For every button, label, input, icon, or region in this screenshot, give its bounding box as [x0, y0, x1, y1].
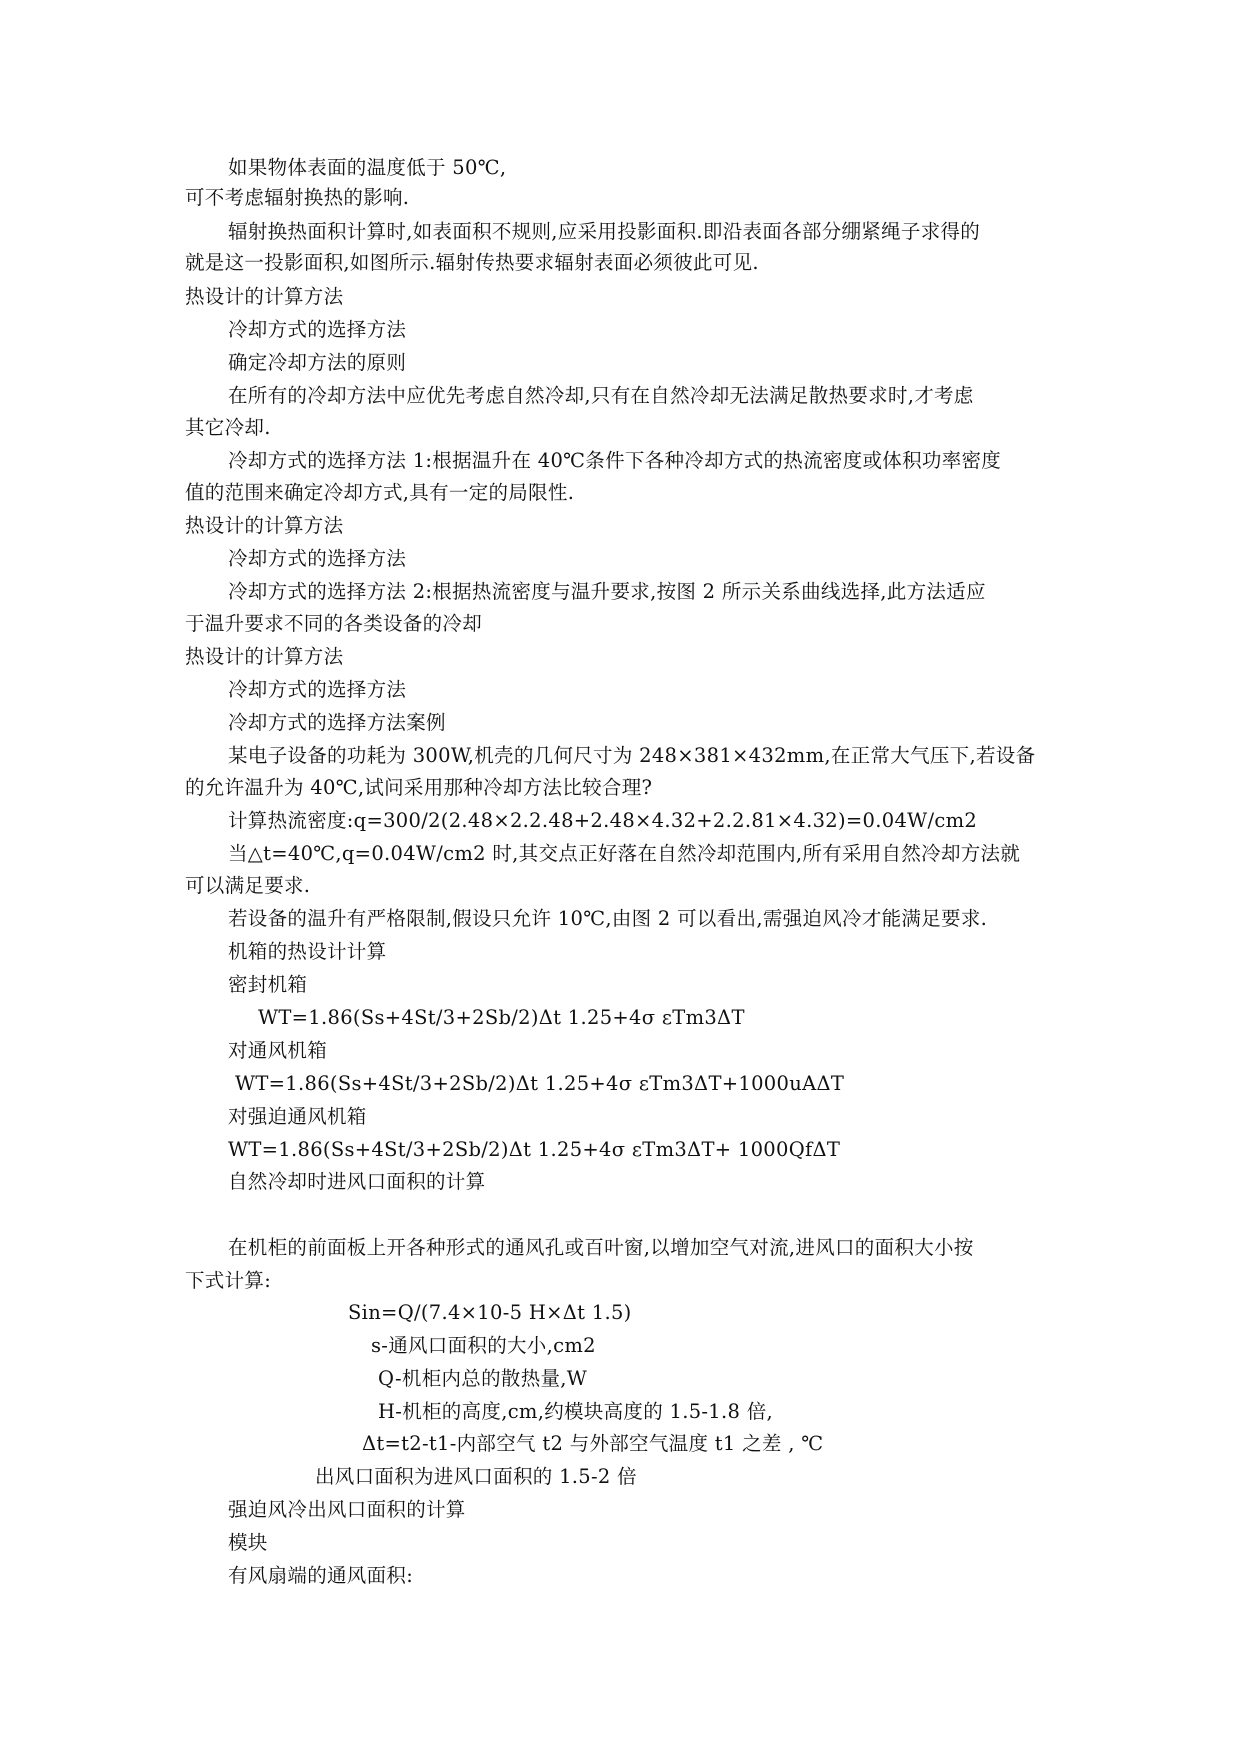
text-line: 其它冷却.: [185, 416, 271, 439]
text-line: 可以满足要求.: [185, 874, 311, 897]
formula-line: WT=1.86(Ss+4St/3+2Sb/2)Δt 1.25+4σ εTm3ΔT+1000uAΔT: [235, 1072, 845, 1095]
text-line: 值的范围来确定冷却方式,具有一定的局限性.: [185, 481, 575, 504]
text-line: 冷却方式的选择方法 1:根据温升在 40℃条件下各种冷却方式的热流密度或体积功率密度: [228, 449, 1002, 472]
text-line: 对通风机箱: [228, 1039, 328, 1062]
section-heading: 热设计的计算方法: [185, 645, 344, 668]
text-line: Δt=t2-t1-内部空气 t2 与外部空气温度 t1 之差 , ℃: [362, 1432, 824, 1455]
text-line: 就是这一投影面积,如图所示.辐射传热要求辐射表面必须彼此可见.: [185, 251, 759, 274]
text-line: 冷却方式的选择方法: [228, 547, 407, 570]
text-line: 模块: [228, 1531, 268, 1554]
text-line: 于温升要求不同的各类设备的冷却: [185, 612, 483, 635]
section-heading: 热设计的计算方法: [185, 514, 344, 537]
text-line: 某电子设备的功耗为 300W,机壳的几何尺寸为 248×381×432mm,在正常大气压下,若设备: [228, 744, 1036, 767]
text-line: 冷却方式的选择方法: [228, 678, 407, 701]
text-line: 的允许温升为 40℃,试问采用那种冷却方法比较合理?: [185, 776, 653, 799]
formula-line: 计算热流密度:q=300/2(2.48×2.2.48+2.48×4.32+2.2.81×4.32)=0.04W/cm2: [228, 809, 978, 832]
text-line: 下式计算:: [185, 1269, 272, 1292]
text-line: 在机柜的前面板上开各种形式的通风孔或百叶窗,以增加空气对流,进风口的面积大小按: [228, 1236, 974, 1259]
text-line: 自然冷却时进风口面积的计算: [228, 1170, 486, 1193]
text-line: 可不考虑辐射换热的影响.: [185, 186, 410, 209]
text-line: s-通风口面积的大小,cm2: [371, 1334, 596, 1357]
text-line: 密封机箱: [228, 973, 308, 996]
formula-line: WT=1.86(Ss+4St/3+2Sb/2)Δt 1.25+4σ εTm3ΔT+ 1000QfΔT: [228, 1138, 841, 1161]
text-line: 冷却方式的选择方法案例: [228, 711, 446, 734]
text-line: 确定冷却方法的原则: [228, 351, 407, 374]
text-line: 对强迫通风机箱: [228, 1105, 367, 1128]
text-line: Q-机柜内总的散热量,W: [378, 1367, 588, 1390]
text-line: 辐射换热面积计算时,如表面积不规则,应采用投影面积.即沿表面各部分绷紧绳子求得的: [228, 220, 981, 243]
formula-line: WT=1.86(Ss+4St/3+2Sb/2)Δt 1.25+4σ εTm3ΔT: [258, 1006, 745, 1029]
text-line: 在所有的冷却方法中应优先考虑自然冷却,只有在自然冷却无法满足散热要求时,才考虑: [228, 384, 974, 407]
text-line: 若设备的温升有严格限制,假设只允许 10℃,由图 2 可以看出,需强迫风冷才能满足要求.: [228, 907, 988, 930]
text-line: 出风口面积为进风口面积的 1.5-2 倍: [315, 1465, 637, 1488]
text-line: H-机柜的高度,cm,约模块高度的 1.5-1.8 倍,: [378, 1400, 774, 1423]
section-heading: 热设计的计算方法: [185, 285, 344, 308]
text-line: 有风扇端的通风面积:: [228, 1564, 414, 1587]
text-line: 强迫风冷出风口面积的计算: [228, 1498, 466, 1521]
text-line: 冷却方式的选择方法 2:根据热流密度与温升要求,按图 2 所示关系曲线选择,此方法适应: [228, 580, 986, 603]
text-line: 机箱的热设计计算: [228, 940, 387, 963]
text-line: 当△t=40℃,q=0.04W/cm2 时,其交点正好落在自然冷却范围内,所有采用自然冷却方法就: [228, 842, 1021, 865]
text-line: 冷却方式的选择方法: [228, 318, 407, 341]
text-line: 如果物体表面的温度低于 50℃,: [228, 156, 507, 179]
formula-line: Sin=Q/(7.4×10-5 H×Δt 1.5): [348, 1301, 632, 1324]
